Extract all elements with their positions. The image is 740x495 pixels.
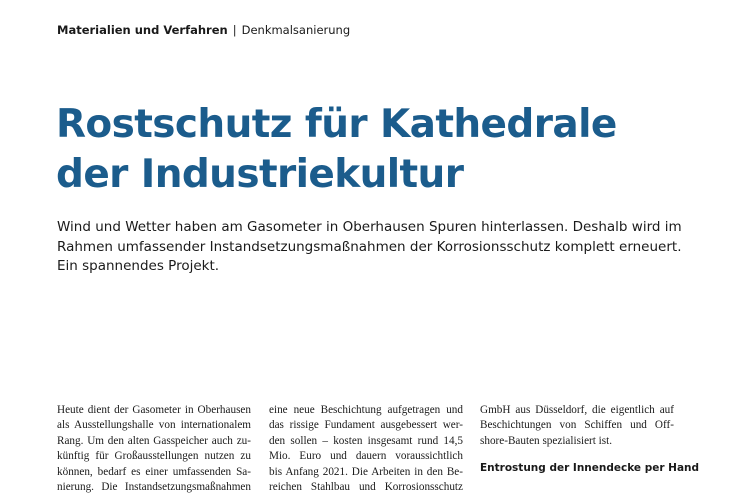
lead-line-1: Wind und Wetter haben am Gasometer in Oberhausen Spuren hinterlassen. Deshalb wird im bbox=[57, 219, 682, 235]
body-text-line: shore-Bauten spezialisiert ist. bbox=[480, 434, 613, 447]
body-text-line: bis Anfang 2021. Die Arbeiten in den Be- bbox=[269, 465, 463, 478]
body-text-line: Mio. Euro und dauern voraussichtlich bbox=[269, 450, 463, 463]
article-title-line-2: der Industriekultur bbox=[56, 152, 464, 197]
lead-line-2: Rahmen umfassender Instandsetzungsmaßnahmen der Korrosionsschutz komplett erneuert. bbox=[57, 238, 682, 255]
lead-line-3: Ein spannendes Projekt. bbox=[57, 258, 220, 274]
section-separator: | bbox=[232, 23, 237, 37]
body-text-line: Rang. Um den alten Gasspeicher auch zu- bbox=[57, 434, 251, 447]
body-text-line: Heute dient der Gasometer in Oberhausen bbox=[57, 404, 251, 416]
body-columns bbox=[57, 403, 700, 494]
body-text-line: künftig für Großausstellungen nutzen zu bbox=[57, 450, 251, 463]
article-title-line-1: Rostschutz für Kathedrale bbox=[56, 102, 617, 147]
body-text-line: eine neue Beschichtung aufgetragen und bbox=[269, 404, 463, 416]
section-category: Materialien und Verfahren bbox=[57, 23, 228, 37]
body-text-line: reichen Stahlbau und Korrosionsschutz bbox=[269, 481, 463, 494]
body-column-3 bbox=[480, 403, 700, 476]
body-text-line: Beschichtungen von Schiffen und Off- bbox=[480, 419, 674, 432]
body-text-line: als Ausstellungshalle von internationalem bbox=[57, 419, 251, 432]
body-text-line: können, bedarf es einer umfassenden Sa- bbox=[57, 465, 251, 478]
body-text-line: GmbH aus Düsseldorf, die eigentlich auf bbox=[480, 404, 674, 416]
body-column-1 bbox=[57, 403, 251, 495]
body-subheading: Entrostung der Innendecke per Hand bbox=[480, 462, 700, 475]
article-lead bbox=[57, 218, 682, 277]
article-title bbox=[56, 100, 617, 200]
body-text-line: nierung. Die Instandsetzungsmaßnahmen bbox=[57, 481, 251, 494]
body-text-line: das rissige Fundament ausgebessert wer- bbox=[269, 419, 463, 432]
body-text-line: den sollen – kosten insgesamt rund 14,5 bbox=[269, 434, 463, 447]
body-column-2 bbox=[269, 403, 463, 495]
section-subcategory: Denkmalsanierung bbox=[241, 23, 351, 37]
section-header bbox=[57, 22, 350, 38]
